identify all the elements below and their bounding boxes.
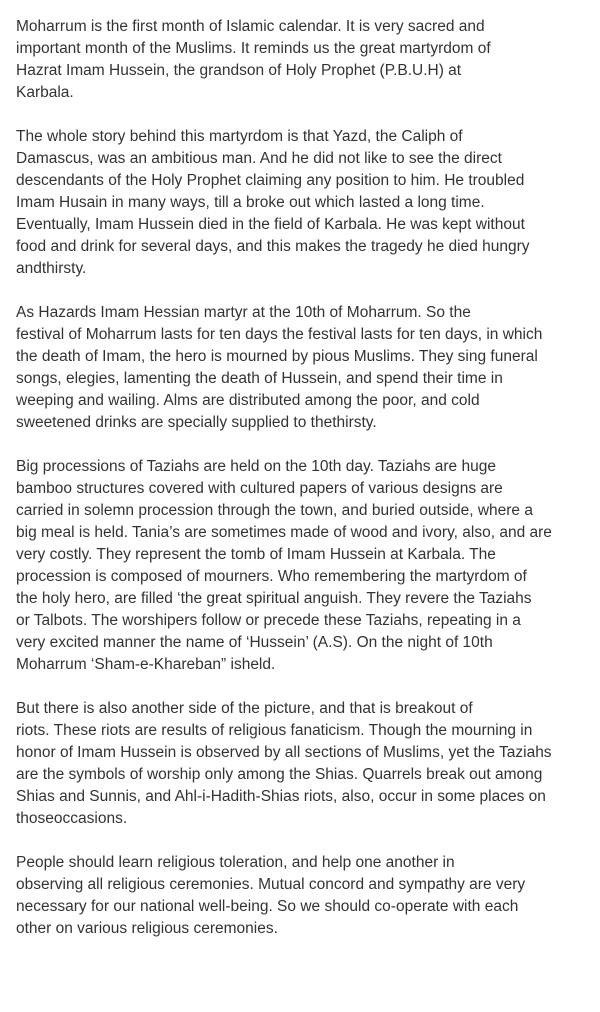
paragraph-story <box>16 126 576 280</box>
paragraph-processions <box>16 456 576 676</box>
text-line: are the symbols of worship only among the Shias. Quarrels break out among <box>16 766 543 783</box>
text-line: Big processions of Taziahs are held on the 10th day. Taziahs are huge <box>16 458 496 475</box>
text-line: very excited manner the name of ‘Hussein’ (A.S). On the night of 10th <box>16 634 493 651</box>
text-line: Hazrat Imam Hussein, the grandson of Holy Prophet (P.B.U.H) at <box>16 62 462 79</box>
text-line: songs, elegies, lamenting the death of Hussein, and spend their time in <box>16 370 503 387</box>
text-line: the holy hero, are filled ‘the great spiritual anguish. They revere the Taziahs <box>16 590 532 607</box>
text-line: Imam Husain in many ways, till a broke out which lasted a long time. <box>16 194 485 211</box>
text-line: festival of Moharrum lasts for ten days the festival lasts for ten days, in which <box>16 326 543 343</box>
paragraph-intro <box>16 16 576 104</box>
text-line: other on various religious ceremonies. <box>16 920 278 937</box>
text-line: thoseoccasions. <box>16 810 128 827</box>
text-line: riots. These riots are results of religious fanaticism. Though the mourning in <box>16 722 533 739</box>
text-line: Damascus, was an ambitious man. And he did not like to see the direct <box>16 150 502 167</box>
text-line: weeping and wailing. Alms are distributed among the poor, and cold <box>16 392 480 409</box>
text-line: andthirsty. <box>16 260 87 277</box>
text-line: People should learn religious toleration, and help one another in <box>16 854 455 871</box>
text-line: big meal is held. Tania’s are sometimes made of wood and ivory, also, and are <box>16 524 552 541</box>
article-body <box>16 16 576 962</box>
paragraph-conclusion <box>16 852 576 940</box>
text-line: procession is composed of mourners. Who remembering the martyrdom of <box>16 568 527 585</box>
text-line: bamboo structures covered with cultured papers of various designs are <box>16 480 503 497</box>
text-line: sweetened drinks are specially supplied to thethirsty. <box>16 414 377 431</box>
text-line: necessary for our national well-being. So we should co-operate with each <box>16 898 519 915</box>
text-line: important month of the Muslims. It reminds us the great martyrdom of <box>16 40 491 57</box>
text-line: The whole story behind this martyrdom is that Yazd, the Caliph of <box>16 128 463 145</box>
paragraph-festival <box>16 302 576 434</box>
text-line: the death of Imam, the hero is mourned by pious Muslims. They sing funeral <box>16 348 538 365</box>
text-line: carried in solemn procession through the town, and buried outside, where a <box>16 502 533 519</box>
text-line: food and drink for several days, and this makes the tragedy he died hungry <box>16 238 530 255</box>
text-line: Moharrum is the first month of Islamic calendar. It is very sacred and <box>16 18 485 35</box>
text-line: honor of Imam Hussein is observed by all sections of Muslims, yet the Taziahs <box>16 744 552 761</box>
text-line: Eventually, Imam Hussein died in the field of Karbala. He was kept without <box>16 216 525 233</box>
text-line: Shias and Sunnis, and Ahl-i-Hadith-Shias riots, also, occur in some places on <box>16 788 546 805</box>
text-line: Moharrum ‘Sham-e-Khareban” isheld. <box>16 656 276 673</box>
text-line: But there is also another side of the picture, and that is breakout of <box>16 700 473 717</box>
text-line: or Talbots. The worshipers follow or precede these Taziahs, repeating in a <box>16 612 521 629</box>
text-line: observing all religious ceremonies. Mutual concord and sympathy are very <box>16 876 526 893</box>
text-line: very costly. They represent the tomb of Imam Hussein at Karbala. The <box>16 546 496 563</box>
paragraph-riots <box>16 698 576 830</box>
text-line: descendants of the Holy Prophet claiming any position to him. He troubled <box>16 172 525 189</box>
text-line: As Hazards Imam Hessian martyr at the 10th of Moharrum. So the <box>16 304 471 321</box>
text-line: Karbala. <box>16 84 74 101</box>
